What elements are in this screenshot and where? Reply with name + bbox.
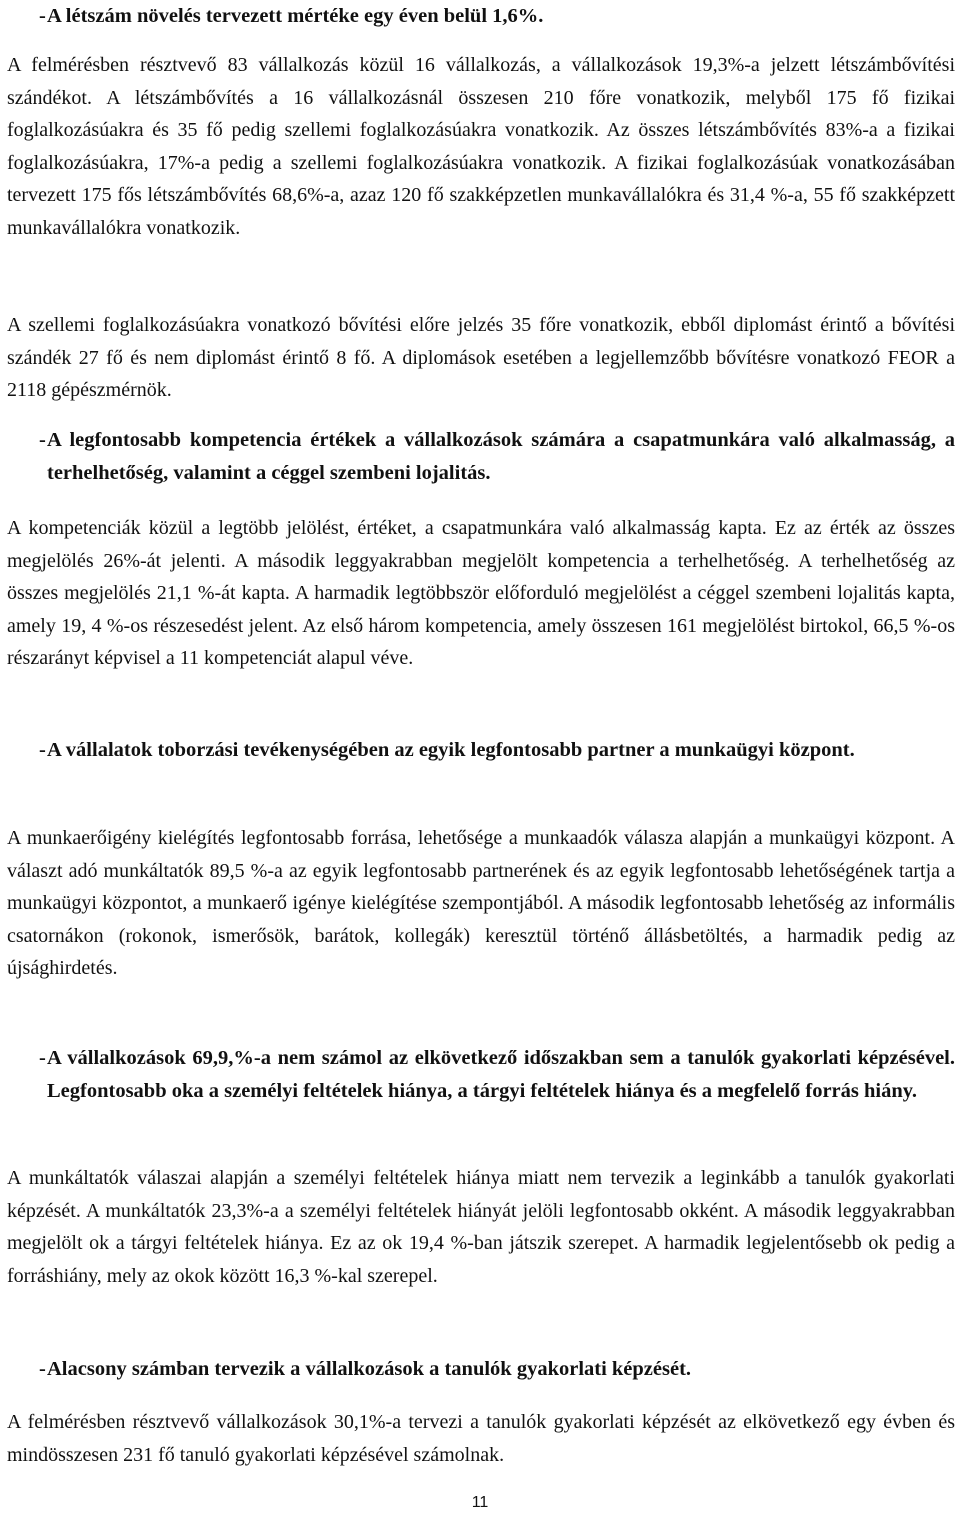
bullet-dash: - [39, 1358, 46, 1380]
page-number: 11 [471, 1494, 489, 1511]
bullet-dash: - [39, 5, 46, 27]
bullet-recruitment [7, 734, 955, 767]
bullet-text: A legfontosabb kompetencia értékek a vállalkozások számára a csapatmunkára való alkalmasság, a terhelhetőség, valamint a céggel szembeni lojalitás. [47, 429, 955, 484]
paragraph-training-plan: A felmérésben résztvevő vállalkozások 30,1%-a tervezi a tanulók gyakorlati képzését az elkövetkező egy évben és mindösszesen 231 fő tanuló gyakorlati képzésével számolnak. [7, 1411, 955, 1466]
paragraph-expansion: A felmérésben résztvevő 83 vállalkozás közül 16 vállalkozás, a vállalkozások 19,3%-a jelzett létszámbővítési szándékot. A létszámbővítés a 16 vállalkozásnál összesen 210 főre vonatkozik, melyből 175 fő fizikai foglalkozásúakra és 35 fő pedig szellemi foglalkozásúakra vonatkozik. Az összes létszámbővítés 83%-a a fizikai foglalkozásúakra, 17%-a pedig a szellemi foglalkozásúakra vonatkozik. A fizikai foglalkozásúak vonatkozásában tervezett 175 fős létszámbővítés 68,6%-a, azaz 120 fő szakképzetlen munkavállalókra és 31,4 %-a, 55 fő szakképzett munkavállalókra vonatkozik. [7, 54, 955, 239]
paragraph-competencies: A kompetenciák közül a legtöbb jelölést, értéket, a csapatmunkára való alkalmasság kapta. Ez az érték az összes megjelölés 26%-át jelenti. A második leggyakrabban megjelölt kompetencia a terhelhetőség. A terhelhetőség az összes megjelölés 21,1 %-át kapta. A harmadik legtöbbször előforduló megjelölést a céggel szembeni lojalitás kapta, amely 19, 4 %-os részesedést jelent. Az első három kompetencia, amely összesen 161 megjelölést birtokol, 66,5 %-os részarányt képvisel a 11 kompetenciát alapul véve. [7, 517, 955, 670]
bullet-text: Alacsony számban tervezik a vállalkozások a tanulók gyakorlati képzését. [47, 1358, 692, 1380]
bullet-headcount [7, 0, 955, 33]
bullet-dash: - [39, 739, 46, 761]
bullet-text: A vállalkozások 69,9,%-a nem számol az elkövetkező időszakban sem a tanulók gyakorlati képzésével. Legfontosabb oka a személyi feltételek hiánya, a tárgyi feltételek hiánya és a megfelelő forrás hiány. [47, 1047, 955, 1102]
paragraph-training-reasons: A munkáltatók válaszai alapján a személyi feltételek hiánya miatt nem tervezik a leginkább a tanulók gyakorlati képzését. A munkáltatók 23,3%-a a személyi feltételek hiányát jelöli legfontosabb okként. A második leggyakrabban megjelölt ok a tárgyi feltételek hiánya. Ez az ok 19,4 %-ban játszik szerepet. A harmadik legjelentősebb ok pedig a forráshiány, mely az okok között 16,3 %-kal szerepel. [7, 1167, 955, 1287]
paragraph-white-collar: A szellemi foglalkozásúakra vonatkozó bővítési előre jelzés 35 főre vonatkozik, ebből diplomást érintő a bővítési szándék 27 fő és nem diplomást érintő 8 fő. A diplomások esetében a legjellemzőbb bővítésre vonatkozó FEOR a 2118 gépészmérnök. [7, 314, 955, 402]
bullet-text: A vállalatok toborzási tevékenységében az egyik legfontosabb partner a munkaügyi központ. [47, 739, 855, 761]
bullet-text: A létszám növelés tervezett mértéke egy éven belül 1,6%. [47, 5, 544, 27]
bullet-training [7, 1042, 955, 1108]
bullet-dash: - [39, 429, 46, 451]
bullet-low-training [7, 1353, 955, 1386]
bullet-competencies [7, 424, 955, 490]
paragraph-recruitment: A munkaerőigény kielégítés legfontosabb forrása, lehetősége a munkaadók válasza alapján a munkaügyi központ. A választ adó munkáltatók 89,5 %-a az egyik legfontosabb partnerének és az egyik legfontosabb lehetőségének tartja a munkaügyi központot, a munkaerő igénye kielégítése szempontjából. A második legfontosabb lehetőség az informális csatornákon (rokonok, ismerősök, barátok, kollegák) keresztül történő állásbetöltés, a harmadik pedig az újsághirdetés. [7, 827, 955, 980]
bullet-dash: - [39, 1047, 46, 1069]
